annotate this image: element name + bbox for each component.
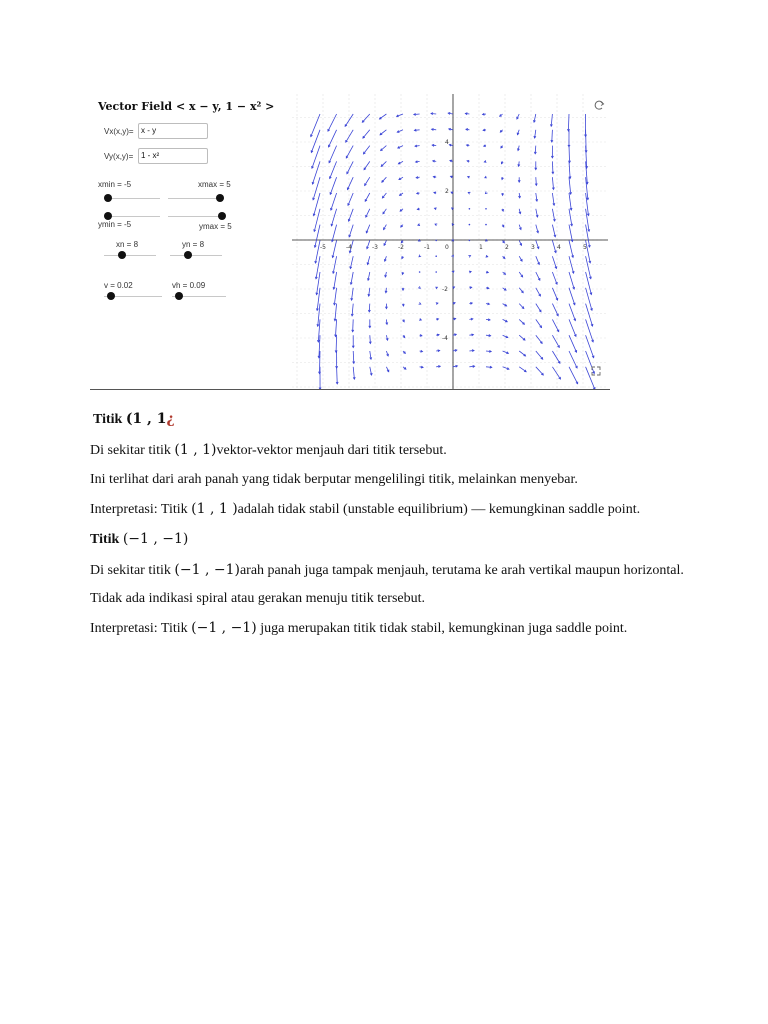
vector-arrow xyxy=(432,128,437,130)
vector-arrow xyxy=(550,114,552,126)
vector-arrow xyxy=(536,335,542,343)
x-tick: 1 xyxy=(479,244,483,251)
vector-arrow xyxy=(386,367,388,372)
vector-arrow xyxy=(552,367,560,379)
vector-arrow xyxy=(402,272,404,274)
vector-arrow xyxy=(362,114,370,122)
vector-arrow xyxy=(469,334,473,336)
vector-arrow xyxy=(330,193,336,210)
vector-arrow xyxy=(519,304,524,309)
vector-arrow xyxy=(486,350,491,352)
vector-arrow xyxy=(332,240,337,257)
paragraph-6: Interpretasi: Titik (−1 , −1) juga merupakan titik tidak stabil, kemungkinan juga saddle point. xyxy=(90,620,628,636)
vector-arrow xyxy=(384,256,386,261)
vector-arrow xyxy=(351,304,353,316)
vector-arrow xyxy=(385,288,387,293)
heading-math: (−1 , −1) xyxy=(122,531,189,547)
vector-arrow xyxy=(468,192,470,194)
vh-label: vh = 0.09 xyxy=(172,281,206,290)
vector-arrow xyxy=(397,114,403,117)
vector-arrow xyxy=(331,225,336,242)
vector-arrow xyxy=(383,209,386,214)
vector-arrow xyxy=(401,225,403,227)
yn-handle[interactable] xyxy=(184,251,192,259)
vector-arrow xyxy=(486,287,489,289)
vector-arrow xyxy=(352,335,354,347)
vector-arrow xyxy=(466,144,469,146)
vector-arrow xyxy=(402,304,404,306)
vector-arrow xyxy=(346,146,353,158)
vector-arrow xyxy=(418,286,420,288)
vector-arrow xyxy=(536,193,538,201)
vector-arrow xyxy=(536,319,542,327)
vector-arrow xyxy=(369,335,371,343)
vector-arrow xyxy=(469,302,472,304)
vector-arrow xyxy=(503,367,509,370)
vector-arrow xyxy=(416,161,420,163)
vector-arrow xyxy=(417,192,420,194)
vector-arrow xyxy=(469,318,472,320)
vector-arrow xyxy=(535,161,537,169)
vector-arrow xyxy=(331,209,337,226)
vector-arrow xyxy=(382,177,387,182)
vector-arrow xyxy=(449,128,453,130)
vector-arrow xyxy=(551,130,553,142)
vector-field-plot[interactable] xyxy=(290,92,610,389)
vector-arrow xyxy=(569,319,576,336)
vy-row xyxy=(104,148,208,164)
x-tick: -2 xyxy=(398,244,404,251)
vector-arrow xyxy=(485,224,487,226)
vector-arrow xyxy=(536,209,538,217)
vector-arrow xyxy=(568,146,570,163)
vector-arrow xyxy=(486,366,492,368)
vector-arrow xyxy=(519,256,522,261)
vector-arrow xyxy=(348,193,353,205)
vector-arrow xyxy=(569,225,573,242)
vector-arrow xyxy=(434,208,436,210)
vector-arrow xyxy=(484,145,486,147)
vector-arrow xyxy=(569,367,578,384)
vector-arrow xyxy=(419,302,421,304)
vector-arrow xyxy=(329,161,336,178)
x-tick: 3 xyxy=(531,244,535,251)
inline-math: (−1 , −1) xyxy=(191,620,257,636)
vector-arrow xyxy=(435,255,437,257)
vector-arrow xyxy=(536,240,539,248)
vector-arrow xyxy=(519,335,525,340)
vh-handle[interactable] xyxy=(175,292,183,300)
vector-arrow xyxy=(552,256,556,268)
vector-arrow xyxy=(503,256,505,258)
vector-arrow xyxy=(569,177,572,194)
vector-arrow xyxy=(486,319,490,321)
vector-arrow xyxy=(397,130,403,133)
xmax-label: xmax = 5 xyxy=(198,180,231,189)
vector-arrow xyxy=(436,303,438,305)
heading-glyph: ¿ xyxy=(166,411,175,427)
vector-arrow xyxy=(370,351,372,359)
x-tick: 5 xyxy=(583,244,587,251)
axes xyxy=(292,94,608,389)
vector-arrow xyxy=(502,193,504,195)
vector-arrow xyxy=(382,193,386,198)
vector-arrow xyxy=(367,256,370,264)
vector-arrow xyxy=(367,240,370,248)
vector-arrow xyxy=(401,240,403,242)
vector-arrow xyxy=(503,304,507,306)
vector-arrow xyxy=(353,351,355,363)
vector-arrow xyxy=(536,272,540,280)
vector-arrow xyxy=(569,193,572,210)
vector-arrow xyxy=(552,161,554,173)
vector-arrow xyxy=(569,161,571,178)
vector-arrow xyxy=(398,146,403,149)
vector-arrow xyxy=(569,240,574,257)
vector-arrow xyxy=(369,319,371,327)
y-tick: 2 xyxy=(445,188,449,195)
vector-arrow xyxy=(363,146,369,154)
vector-arrow xyxy=(466,129,469,131)
vector-arrow xyxy=(486,334,491,336)
vector-arrow xyxy=(500,114,503,116)
x-tick: 4 xyxy=(557,244,561,251)
heading-word: Titik xyxy=(93,412,123,427)
vector-arrow xyxy=(465,113,469,115)
xmin-label: xmin = -5 xyxy=(98,180,132,189)
vector-arrow xyxy=(519,351,525,356)
vector-arrow xyxy=(347,161,353,173)
yn-label: yn = 8 xyxy=(182,240,205,249)
vector-arrow xyxy=(552,335,559,347)
vx-label: Vx(x,y)= xyxy=(104,126,134,136)
vector-arrow xyxy=(420,350,423,352)
vector-arrow xyxy=(552,177,554,189)
vector-arrow xyxy=(536,256,540,264)
vector-arrow xyxy=(468,176,470,178)
vector-arrow xyxy=(403,367,406,369)
vector-arrow xyxy=(418,224,420,226)
vector-arrow xyxy=(533,114,535,122)
vector-arrow xyxy=(352,319,354,331)
vector-arrow xyxy=(330,177,337,194)
vector-arrow xyxy=(450,176,452,178)
vector-arrow xyxy=(484,160,486,162)
vector-arrow xyxy=(485,176,487,178)
vector-arrow xyxy=(368,304,370,312)
vector-arrow xyxy=(335,335,337,352)
vector-arrow xyxy=(433,160,436,162)
vy-label: Vy(x,y)= xyxy=(104,151,134,161)
x-tick: -5 xyxy=(320,244,326,251)
vy-input[interactable]: 1 - x² xyxy=(138,148,208,164)
vector-arrow xyxy=(434,192,436,194)
paragraph-4: Di sekitar titik (−1 , −1)arah panah juga tampak menjauh, terutama ke arah vertikal maupun horizontal. xyxy=(90,562,684,578)
vector-arrow xyxy=(435,240,437,242)
x-tick: -3 xyxy=(372,244,378,251)
vector-arrow xyxy=(501,177,503,179)
geogebra-applet xyxy=(90,92,610,390)
vector-arrow xyxy=(503,272,506,274)
vector-arrow xyxy=(333,272,337,289)
vector-arrow xyxy=(381,161,386,166)
vector-arrow xyxy=(552,319,558,331)
vector-arrow xyxy=(419,318,421,320)
y-tick: 4 xyxy=(445,139,449,146)
vector-arrow xyxy=(536,351,543,359)
vector-arrow xyxy=(384,225,387,230)
paragraph-2: Ini terlihat dari arah panah yang tidak berputar mengelilingi titik, melainkan menyebar. xyxy=(90,472,578,487)
x-tick: -1 xyxy=(424,244,430,251)
vector-arrow xyxy=(334,288,337,305)
heading-point-1 xyxy=(93,411,175,428)
refresh-icon[interactable] xyxy=(595,101,603,109)
vector-arrow xyxy=(366,225,370,233)
v-label: v = 0.02 xyxy=(104,281,133,290)
vector-arrow xyxy=(503,288,506,290)
vector-arrow xyxy=(365,177,370,185)
vector-arrow xyxy=(518,193,520,198)
vector-arrow xyxy=(381,146,387,151)
xmin-handle[interactable] xyxy=(104,194,112,202)
vector-arrow xyxy=(469,350,474,352)
vector-arrow xyxy=(367,272,369,280)
vector-arrow xyxy=(353,367,355,379)
vector-arrow xyxy=(419,255,421,257)
vector-arrow xyxy=(403,335,405,337)
vector-arrow xyxy=(467,160,469,162)
vector-arrow xyxy=(519,367,526,372)
v-handle[interactable] xyxy=(107,292,115,300)
vector-arrow xyxy=(402,319,404,321)
vector-arrow xyxy=(469,208,471,210)
paragraph-1: Di sekitar titik (1 , 1)vektor-vektor menjauh dari titik tersebut. xyxy=(90,442,447,458)
vector-arrow xyxy=(386,351,388,356)
vector-arrow xyxy=(336,351,338,368)
vector-arrow xyxy=(449,144,452,146)
vector-arrow xyxy=(486,271,488,273)
ymax-label: ymax = 5 xyxy=(199,222,232,231)
vector-arrow xyxy=(518,161,520,166)
vector-arrow xyxy=(518,177,520,182)
vector-arrow xyxy=(519,225,521,230)
vector-arrow xyxy=(551,146,553,158)
vector-arrow xyxy=(328,130,336,147)
vector-arrow xyxy=(385,272,387,277)
vector-arrow xyxy=(501,161,503,163)
vector-arrow xyxy=(517,114,519,119)
vector-arrow xyxy=(432,144,436,146)
xn-handle[interactable] xyxy=(118,251,126,259)
vector-arrow xyxy=(569,288,575,305)
vector-arrow xyxy=(402,288,404,290)
ymax-handle[interactable] xyxy=(218,212,226,220)
vector-arrow xyxy=(485,208,487,210)
vector-arrow xyxy=(415,145,420,147)
ymin-label: ymin = -5 xyxy=(98,220,132,229)
vector-arrow xyxy=(329,146,337,163)
vector-arrow xyxy=(351,288,353,300)
heading-point-2 xyxy=(90,531,188,548)
vector-arrow xyxy=(402,256,404,258)
vector-arrow xyxy=(469,271,471,273)
vector-arrow xyxy=(435,224,437,226)
vector-arrow xyxy=(334,304,337,321)
vector-arrow xyxy=(400,193,403,195)
y-tick: -2 xyxy=(442,286,448,293)
vector-arrow xyxy=(436,334,439,336)
vx-row xyxy=(104,123,208,139)
vector-arrow xyxy=(399,177,403,179)
xn-label: xn = 8 xyxy=(116,240,139,249)
vector-arrow xyxy=(370,367,372,375)
x-tick: -4 xyxy=(346,244,352,251)
vector-arrow xyxy=(536,367,544,375)
vector-arrow xyxy=(500,130,502,132)
vector-arrow xyxy=(468,256,470,258)
vector-arrow xyxy=(517,130,519,135)
vector-arrow xyxy=(416,176,419,178)
vector-arrow xyxy=(552,240,556,252)
vector-arrow xyxy=(486,255,488,257)
heading-word: Titik xyxy=(90,532,120,547)
vector-arrow xyxy=(350,256,353,268)
vector-arrow xyxy=(483,113,486,115)
vector-arrow xyxy=(414,129,419,131)
vector-arrow xyxy=(433,176,436,178)
vector-arrow xyxy=(552,351,560,363)
plot-canvas xyxy=(290,92,610,389)
vector-arrow xyxy=(380,130,386,135)
vector-arrow xyxy=(451,255,453,257)
vector-arrow xyxy=(328,114,337,131)
vector-arrow xyxy=(519,272,522,277)
vector-arrow xyxy=(483,129,486,131)
vector-arrow xyxy=(419,271,421,273)
vector-arrow xyxy=(469,365,474,367)
vector-arrow xyxy=(386,335,388,340)
vector-arrow xyxy=(469,224,471,226)
vector-arrow xyxy=(400,209,403,211)
vector-arrow xyxy=(366,209,370,217)
grid-lines xyxy=(292,94,608,389)
vector-arrow xyxy=(519,319,524,324)
vector-arrow xyxy=(536,288,541,296)
xmax-handle[interactable] xyxy=(216,194,224,202)
vector-arrow xyxy=(379,114,386,119)
vector-arrow xyxy=(535,177,537,185)
vector-arrow xyxy=(436,350,439,352)
vector-arrow xyxy=(365,193,370,201)
vector-arrow xyxy=(552,209,555,221)
vector-arrow xyxy=(349,225,353,237)
vector-arrow xyxy=(568,130,570,147)
vector-arrow xyxy=(385,304,387,309)
vector-arrow xyxy=(347,177,353,189)
vector-arrow xyxy=(364,161,370,169)
vector-arrow xyxy=(569,272,575,289)
vector-arrow xyxy=(485,191,487,193)
vector-arrow xyxy=(448,112,453,114)
vector-arrow xyxy=(398,161,403,163)
vector-arrow xyxy=(414,113,420,115)
applet-title: Vector Field < x − y, 1 − x² > xyxy=(98,100,275,113)
y-tick: -4 xyxy=(442,335,448,342)
vector-arrow xyxy=(346,130,354,142)
vector-arrow xyxy=(519,240,521,245)
vx-input[interactable]: x - y xyxy=(138,123,208,139)
vector-arrow xyxy=(350,272,353,284)
vector-arrow xyxy=(519,209,521,214)
vector-arrow xyxy=(502,209,504,211)
vector-arrow xyxy=(534,130,536,138)
vector-arrow xyxy=(386,319,388,324)
vector-arrow xyxy=(502,225,504,227)
vector-arrow xyxy=(335,319,337,336)
vector-arrow xyxy=(486,303,489,305)
vector-arrow xyxy=(503,351,509,354)
vector-arrow xyxy=(417,208,419,210)
vector-arrow xyxy=(517,146,519,151)
inline-math: (1 , 1) xyxy=(174,442,217,458)
vector-arrow xyxy=(536,225,539,233)
vector-arrow xyxy=(420,334,422,336)
vector-arrow xyxy=(436,365,440,367)
vector-arrow xyxy=(552,225,555,237)
vector-arrow xyxy=(536,304,541,312)
vector-arrow xyxy=(586,367,595,389)
vector-arrow xyxy=(450,160,453,162)
vector-arrow xyxy=(569,351,577,368)
vector-arrow xyxy=(435,271,437,273)
vector-arrow xyxy=(403,351,405,353)
x-tick: 2 xyxy=(505,244,509,251)
inline-math: (1 , 1 ) xyxy=(191,501,238,517)
paragraph-5: Tidak ada indikasi spiral atau gerakan menuju titik tersebut. xyxy=(90,591,426,606)
heading-math: (1 , 1 xyxy=(125,411,167,427)
vector-arrow xyxy=(569,209,573,226)
vector-arrow xyxy=(363,130,370,138)
vector-arrow xyxy=(469,287,471,289)
control-panel xyxy=(90,92,290,389)
vector-arrow xyxy=(534,146,536,154)
vector-arrow xyxy=(336,367,338,384)
vector-arrow xyxy=(436,318,438,320)
paragraph-3: Interpretasi: Titik (1 , 1 )adalah tidak stabil (unstable equilibrium) — kemungkinan saddle point. xyxy=(90,501,641,517)
ymin-handle[interactable] xyxy=(104,212,112,220)
vector-arrow xyxy=(501,146,503,148)
vector-arrow xyxy=(453,349,457,351)
vector-arrow xyxy=(519,288,523,293)
vector-arrow xyxy=(552,193,554,205)
vector-arrow xyxy=(569,304,576,321)
vector-arrow xyxy=(453,365,458,367)
vector-arrow xyxy=(431,113,436,115)
vector-arrow xyxy=(469,240,471,242)
inline-math: (−1 , −1) xyxy=(174,562,240,578)
vector-arrow xyxy=(552,304,558,316)
vector-arrow xyxy=(552,272,557,284)
vector-arrow xyxy=(502,240,504,242)
vector-arrow xyxy=(384,240,386,245)
x-tick: 0 xyxy=(445,244,449,251)
vector-arrow xyxy=(567,114,569,131)
vector-arrow xyxy=(420,366,424,368)
vector-arrow xyxy=(552,288,557,300)
